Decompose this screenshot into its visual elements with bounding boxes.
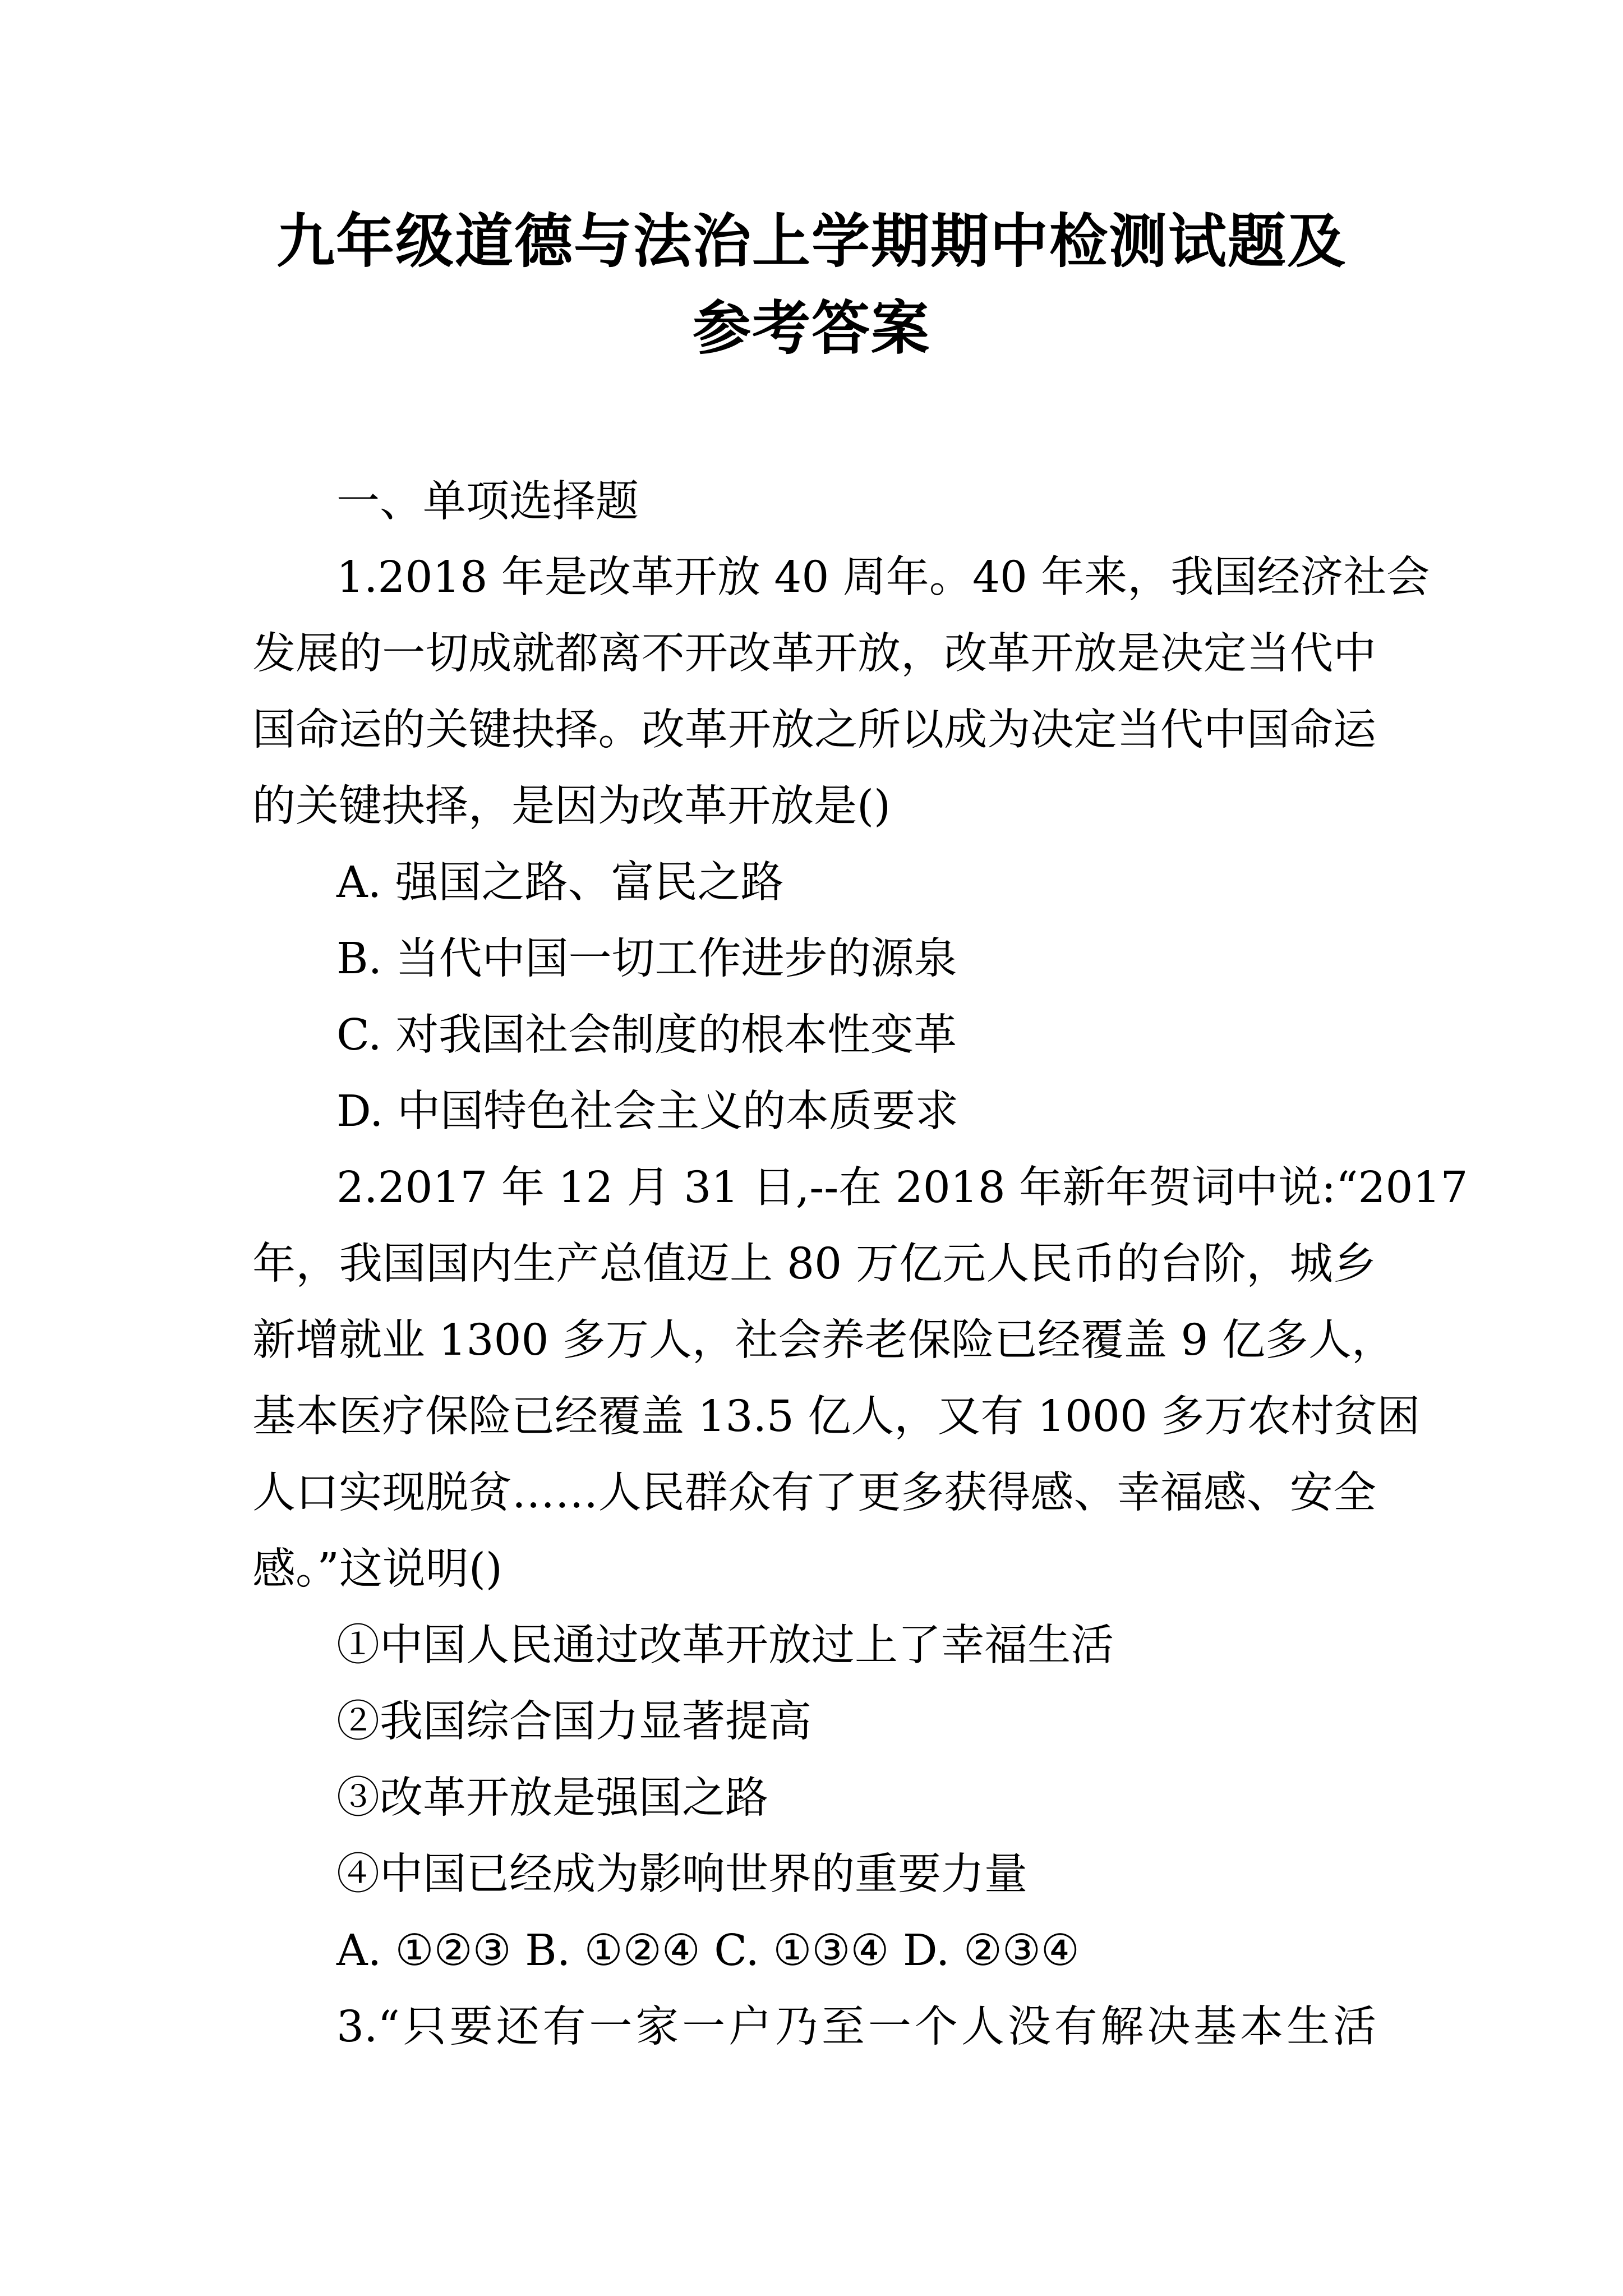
question-1-line-4: 的关键抉择，是因为改革开放是(): [252, 781, 891, 831]
document-title-line-1: 九年级道德与法治上学期期中检测试题及: [276, 207, 1347, 275]
question-3-line-1: 3.“只要还有一家一户乃至一个人没有解决基本生活: [336, 2002, 1376, 2052]
question-2-options: A. ①②③ B. ①②④ C. ①③④ D. ②③④: [336, 1926, 1080, 1976]
question-1-option-c: C. 对我国社会制度的根本性变革: [336, 1010, 957, 1060]
question-2-line-6: 感。”这说明(): [252, 1544, 502, 1594]
question-2-line-2: 年，我国国内生产总值迈上 80 万亿元人民币的台阶，城乡: [252, 1239, 1376, 1289]
question-2-line-4: 基本医疗保险已经覆盖 13.5 亿人，又有 1000 多万农村贫困: [252, 1392, 1421, 1442]
question-2-line-5: 人口实现脱贫……人民群众有了更多获得感、幸福感、安全: [252, 1468, 1376, 1518]
question-1-option-a: A. 强国之路、富民之路: [336, 858, 784, 908]
section-heading: 一、单项选择题: [336, 477, 639, 527]
question-1-option-d: D. 中国特色社会主义的本质要求: [336, 1087, 958, 1137]
question-2-statement-3: ③改革开放是强国之路: [336, 1773, 768, 1823]
question-2-line-1: 2.2017 年 12 月 31 日,--在 2018 年新年贺词中说:“2017: [336, 1163, 1468, 1213]
document-title-line-2: 参考答案: [692, 294, 930, 362]
question-1-line-3: 国命运的关键抉择。改革开放之所以成为决定当代中国命运: [252, 705, 1376, 755]
question-1-line-1: 1.2018 年是改革开放 40 周年。40 年来，我国经济社会: [336, 553, 1430, 602]
question-2-line-3: 新增就业 1300 多万人，社会养老保险已经覆盖 9 亿多人，: [252, 1315, 1395, 1365]
question-1-option-b: B. 当代中国一切工作进步的源泉: [336, 934, 957, 984]
question-2-statement-4: ④中国已经成为影响世界的重要力量: [336, 1849, 1027, 1899]
question-2-statement-2: ②我国综合国力显著提高: [336, 1697, 811, 1747]
question-2-statement-1: ①中国人民通过改革开放过上了幸福生活: [336, 1621, 1114, 1671]
question-1-line-2: 发展的一切成就都离不开改革开放，改革开放是决定当代中: [252, 629, 1376, 679]
